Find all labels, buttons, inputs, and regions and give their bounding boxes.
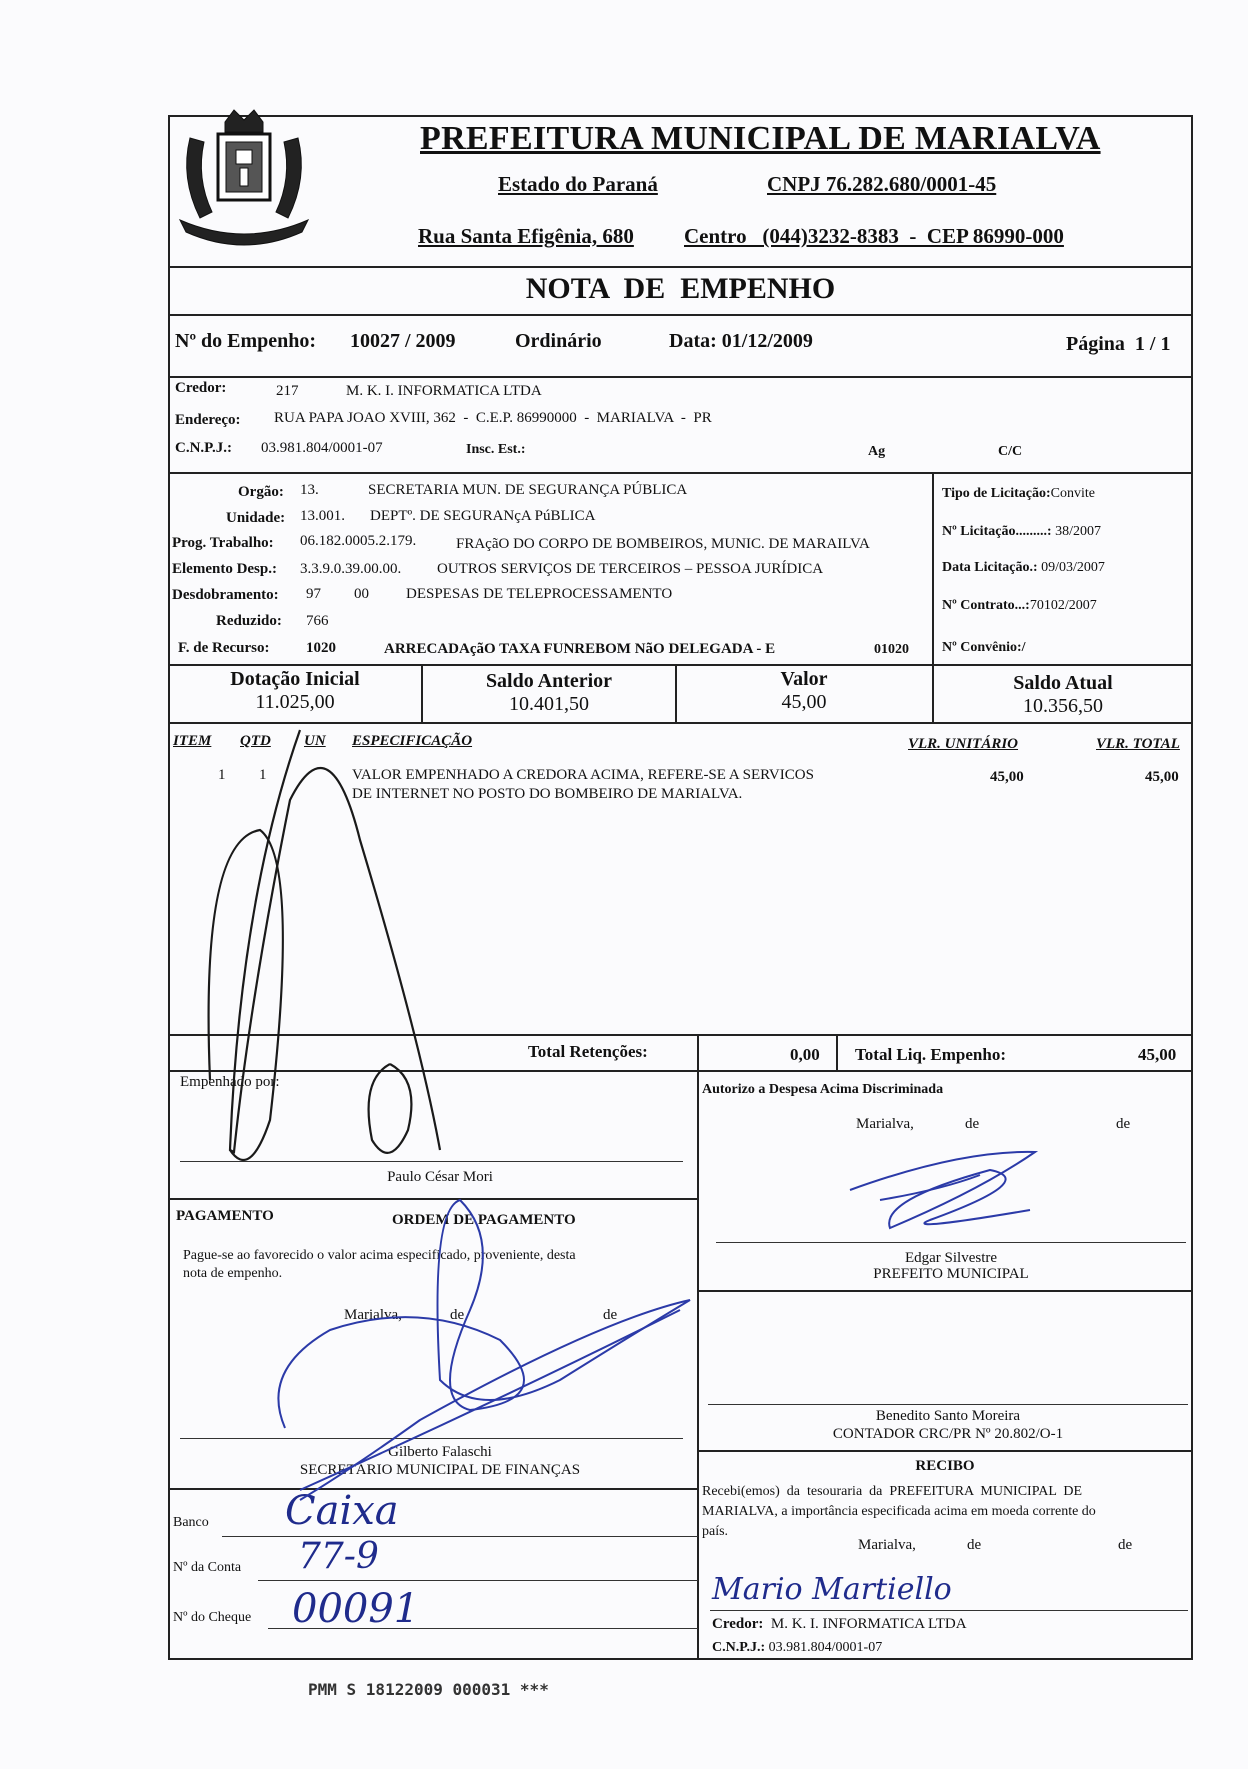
autorizo-place: Marialva, bbox=[856, 1116, 914, 1132]
col-total-value: VLR. TOTAL bbox=[1096, 736, 1180, 752]
orgao-code: 13. bbox=[300, 482, 319, 498]
num-licitacao-value: 38/2007 bbox=[1055, 524, 1101, 539]
liq-empenho-label: Total Liq. Empenho: bbox=[855, 1045, 1006, 1064]
elem-code: 3.3.9.0.39.00.00. bbox=[300, 561, 402, 577]
col-unit-value: VLR. UNITÁRIO bbox=[908, 736, 1019, 752]
reduzido-label: Reduzido: bbox=[216, 613, 282, 629]
recibo-cnpj-value: 03.981.804/0001-07 bbox=[768, 1640, 883, 1655]
recurso-name: ARRECADAçãO TAXA FUNREBOM NãO DELEGADA - E bbox=[384, 641, 776, 657]
credor-cnpj-label: C.N.P.J.: bbox=[175, 440, 232, 456]
doc-title: NOTA DE EMPENHO bbox=[525, 272, 836, 305]
empenho-page: Página 1 / 1 bbox=[1066, 333, 1171, 355]
pagamento-text-1: Pague-se ao favorecido o valor acima especificado, proveniente, desta bbox=[183, 1248, 576, 1263]
pagamento-place: Marialva, bbox=[344, 1307, 402, 1323]
tipo-licitacao-value: Convite bbox=[1050, 486, 1095, 501]
unidade-name: DEPTº. DE SEGURANçA PúBLICA bbox=[370, 508, 596, 524]
credor-name: M. K. I. INFORMATICA LTDA bbox=[346, 383, 542, 399]
desd-sub: 00 bbox=[354, 586, 369, 602]
secretario-role: SECRETÁRIO MUNICIPAL DE FINANÇAS bbox=[299, 1462, 581, 1478]
saldo-label-3: Valor bbox=[780, 668, 828, 690]
credor-cc-label: C/C bbox=[998, 444, 1023, 459]
recibo-text-2: MARIALVA, a importância especificada acima em moeda corrente do bbox=[702, 1504, 1096, 1519]
prog-code: 06.182.0005.2.179. bbox=[300, 533, 417, 549]
liq-empenho-value: 45,00 bbox=[1138, 1045, 1177, 1064]
header-cnpj: CNPJ 76.282.680/0001-45 bbox=[767, 172, 997, 196]
credor-address-label: Endereço: bbox=[175, 412, 241, 428]
saldo-label-2: Saldo Anterior bbox=[485, 670, 613, 692]
conta-handwritten: 77-9 bbox=[298, 1536, 379, 1577]
prog-name: FRAçãO DO CORPO DE BOMBEIROS, MUNIC. DE MARAILVA bbox=[456, 536, 870, 552]
item-total-value: 45,00 bbox=[1145, 769, 1179, 785]
desd-label: Desdobramento: bbox=[172, 587, 279, 603]
unidade-label: Unidade: bbox=[226, 510, 286, 526]
recibo-de1: de bbox=[967, 1537, 982, 1553]
empenhado-name: Paulo César Mori bbox=[387, 1169, 493, 1185]
prefeito-role: PREFEITO MUNICIPAL bbox=[873, 1266, 1029, 1282]
pagamento-de2: de bbox=[603, 1307, 618, 1323]
item-number: 1 bbox=[218, 767, 226, 783]
empenhado-label: Empenhado por: bbox=[180, 1074, 280, 1090]
recibo-label: RECIBO bbox=[915, 1458, 975, 1474]
credor-address: RUA PAPA JOAO XVIII, 362 - C.E.P. 86990000 - MARIALVA - PR bbox=[274, 410, 712, 426]
header-address: Centro (044)3232-8383 - CEP 86990-000 bbox=[684, 224, 1064, 248]
elem-name: OUTROS SERVIÇOS DE TERCEIROS – PESSOA JURÍDICA bbox=[437, 561, 824, 577]
desd-name: DESPESAS DE TELEPROCESSAMENTO bbox=[406, 586, 673, 602]
saldo-value-2: 10.401,50 bbox=[509, 693, 589, 715]
col-item: ITEM bbox=[173, 733, 212, 749]
prefeito-name: Edgar Silvestre bbox=[904, 1250, 998, 1266]
recibo-credor-label: Credor: bbox=[712, 1616, 764, 1632]
data-licitacao-value: 09/03/2007 bbox=[1041, 560, 1105, 575]
banco-label: Banco bbox=[173, 1515, 209, 1530]
autorizo-de1: de bbox=[965, 1116, 980, 1132]
empenho-date: Data: 01/12/2009 bbox=[669, 330, 813, 352]
contrato-label: Nº Contrato...: bbox=[942, 598, 1030, 613]
empenho-label: Nº do Empenho: bbox=[175, 330, 317, 352]
saldo-value-3: 45,00 bbox=[781, 691, 827, 713]
saldo-value-4: 10.356,50 bbox=[1023, 695, 1103, 717]
recibo-de2: de bbox=[1118, 1537, 1133, 1553]
pagamento-label: PAGAMENTO bbox=[176, 1208, 274, 1224]
cheque-label: Nº do Cheque bbox=[173, 1610, 252, 1625]
recibo-text-3: país. bbox=[702, 1524, 729, 1539]
secretario-name: Gilberto Falaschi bbox=[388, 1444, 492, 1460]
contrato-value: 70102/2007 bbox=[1029, 598, 1097, 613]
credor-insc-label: Insc. Est.: bbox=[466, 442, 526, 457]
conta-label: Nº da Conta bbox=[173, 1560, 242, 1575]
autorizo-de2: de bbox=[1116, 1116, 1131, 1132]
convenio-label: Nº Convênio:/ bbox=[942, 640, 1026, 655]
saldo-label-1: Dotação Inicial bbox=[230, 668, 360, 690]
reduzido-value: 766 bbox=[306, 613, 329, 629]
saldo-label-4: Saldo Atual bbox=[1013, 672, 1113, 694]
prefeito-signature bbox=[850, 1152, 1035, 1228]
num-licitacao-label: Nº Licitação.........: bbox=[942, 524, 1052, 539]
recibo-cnpj-label: C.N.P.J.: bbox=[712, 1640, 766, 1655]
cheque-handwritten: 00091 bbox=[292, 1586, 420, 1632]
header-state: Estado do Paraná bbox=[498, 172, 658, 196]
col-qtd: QTD bbox=[240, 733, 271, 749]
credor-signature: Mario Martiello bbox=[712, 1572, 952, 1607]
recibo-place: Marialva, bbox=[858, 1537, 916, 1553]
empenho-type: Ordinário bbox=[515, 330, 602, 352]
pagamento-text-2: nota de empenho. bbox=[183, 1266, 283, 1281]
credor-ag-label: Ag bbox=[868, 444, 886, 459]
col-especificacao: ESPECIFICAÇÃO bbox=[352, 733, 473, 749]
ordem-pagamento-label: ORDEM DE PAGAMENTO bbox=[392, 1212, 576, 1228]
contador-role: CONTADOR CRC/PR Nº 20.802/O-1 bbox=[832, 1426, 1064, 1442]
pagamento-de1: de bbox=[450, 1307, 465, 1323]
tipo-licitacao-label: Tipo de Licitação: bbox=[942, 486, 1051, 501]
orgao-name: SECRETARIA MUN. DE SEGURANÇA PÚBLICA bbox=[368, 482, 688, 498]
empenho-number: 10027 / 2009 bbox=[350, 330, 456, 352]
prog-label: Prog. Trabalho: bbox=[172, 535, 274, 551]
credor-label: Credor: bbox=[175, 380, 227, 396]
item-qtd: 1 bbox=[259, 767, 267, 783]
recurso-code: 1020 bbox=[306, 640, 336, 656]
desd-code: 97 bbox=[306, 586, 321, 602]
credor-code: 217 bbox=[276, 383, 299, 399]
autorizo-label: Autorizo a Despesa Acima Discriminada bbox=[702, 1082, 944, 1097]
item-unit-value: 45,00 bbox=[990, 769, 1024, 785]
recibo-text-1: Recebi(emos) da tesouraria da PREFEITURA MUNICIPAL DE bbox=[702, 1484, 1083, 1499]
retencoes-label: Total Retenções: bbox=[528, 1042, 648, 1061]
retencoes-value: 0,00 bbox=[790, 1045, 820, 1064]
header-title: PREFEITURA MUNICIPAL DE MARIALVA bbox=[420, 120, 1101, 157]
recurso-code2: 01020 bbox=[874, 642, 909, 657]
item-description-2: DE INTERNET NO POSTO DO BOMBEIRO DE MARIALVA. bbox=[352, 786, 743, 802]
contador-name: Benedito Santo Moreira bbox=[875, 1408, 1021, 1424]
data-licitacao-label: Data Licitação.: bbox=[942, 560, 1038, 575]
secretario-signature bbox=[278, 1200, 690, 1500]
recurso-label: F. de Recurso: bbox=[178, 640, 270, 656]
saldo-value-1: 11.025,00 bbox=[255, 691, 335, 713]
elem-label: Elemento Desp.: bbox=[172, 561, 277, 577]
col-un: UN bbox=[304, 733, 326, 749]
header-street: Rua Santa Efigênia, 680 bbox=[418, 224, 634, 248]
unidade-code: 13.001. bbox=[300, 508, 345, 524]
item-description-1: VALOR EMPENHADO A CREDORA ACIMA, REFERE-SE A SERVICOS bbox=[352, 767, 814, 783]
orgao-label: Orgão: bbox=[238, 484, 284, 500]
print-stamp: PMM S 18122009 000031 *** bbox=[308, 1680, 549, 1699]
credor-cnpj: 03.981.804/0001-07 bbox=[261, 440, 383, 456]
banco-handwritten: Caixa bbox=[285, 1488, 399, 1534]
recibo-credor-name: M. K. I. INFORMATICA LTDA bbox=[770, 1616, 967, 1632]
